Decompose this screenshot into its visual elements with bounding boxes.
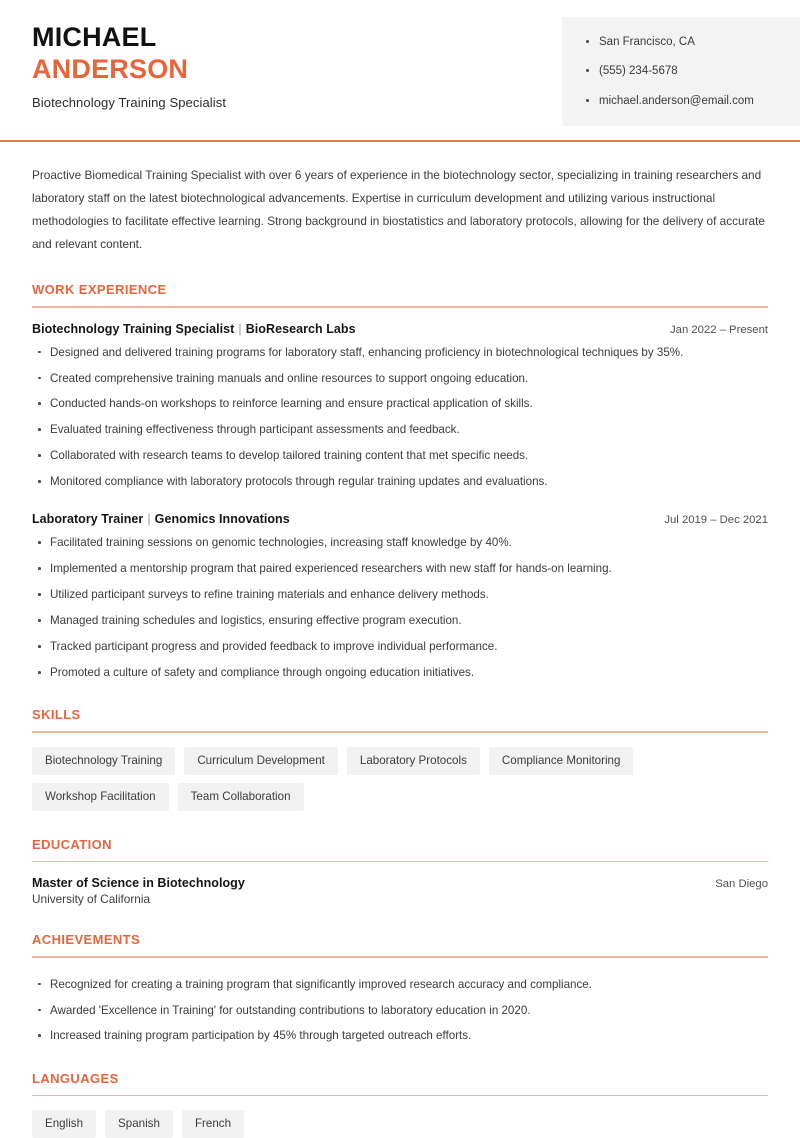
work-entry-title (32, 512, 290, 526)
section-achievements (32, 932, 768, 1045)
section-title-education: EDUCATION (32, 836, 112, 852)
contact-location: San Francisco, CA (586, 35, 800, 49)
section-title-languages: LANGUAGES (32, 1070, 119, 1086)
education-entry-header (32, 876, 768, 890)
header-identity (0, 0, 226, 110)
list-item: Implemented a mentorship program that paired experienced researchers with new staff for hands-on learning. (32, 560, 768, 577)
list-item: Collaborated with research teams to develop tailored training content that met specific needs. (32, 447, 768, 464)
work-entry-title (32, 322, 356, 336)
list-item: Managed training schedules and logistics, ensuring effective program execution. (32, 612, 768, 629)
list-item: Promoted a culture of safety and compliance through ongoing education initiatives. (32, 664, 768, 681)
section-title-work-experience: WORK EXPERIENCE (32, 282, 167, 298)
skill-chip: Team Collaboration (178, 783, 304, 811)
work-company: BioResearch Labs (245, 321, 356, 336)
work-entry-bullets (32, 534, 768, 681)
work-role: Biotechnology Training Specialist (32, 321, 235, 336)
list-item: Created comprehensive training manuals and online resources to support ongoing education. (32, 370, 768, 387)
list-item: Facilitated training sessions on genomic technologies, increasing staff knowledge by 40%. (32, 534, 768, 551)
title-separator: | (238, 321, 242, 336)
last-name: ANDERSON (32, 53, 189, 84)
skill-chip: Workshop Facilitation (32, 783, 169, 811)
list-item: Conducted hands-on workshops to reinforce learning and ensure practical application of skills. (32, 395, 768, 412)
work-company: Genomics Innovations (154, 512, 290, 527)
list-item: Tracked participant progress and provided feedback to improve individual performance. (32, 638, 768, 655)
languages-chip-list (32, 1110, 768, 1138)
first-name: MICHAEL (32, 22, 157, 52)
language-chip: Spanish (105, 1110, 173, 1138)
section-title-skills: SKILLS (32, 707, 81, 723)
title-separator: | (147, 512, 151, 527)
skill-chip: Laboratory Protocols (347, 747, 480, 775)
education-school: University of California (32, 892, 151, 907)
section-title-achievements: ACHIEVEMENTS (32, 932, 141, 948)
work-entry (32, 512, 768, 681)
skill-chip: Compliance Monitoring (489, 747, 634, 775)
contact-list (586, 35, 800, 108)
contact-phone: (555) 234-5678 (586, 64, 800, 78)
section-skills (32, 707, 768, 810)
education-location: San Diego (715, 878, 768, 891)
list-item: Evaluated training effectiveness through participant assessments and feedback. (32, 421, 768, 438)
achievements-list (32, 976, 768, 1045)
list-item: Monitored compliance with laboratory protocols through regular training updates and evaluations. (32, 473, 768, 490)
work-entry (32, 322, 768, 491)
header-divider (0, 140, 800, 142)
list-item: Increased training program participation by 45% through targeted outreach efforts. (32, 1027, 768, 1044)
work-entry-header (32, 512, 768, 526)
resume-header (0, 0, 800, 126)
section-rule-skills (32, 731, 768, 733)
professional-summary: Proactive Biomedical Training Specialist with over 6 years of experience in the biotechnology sector, specializing in training researchers and laboratory staff on the latest biotechnological advancements. Expertise in curriculum development and utilizing various instructional methodologies to facilitate effective learning. Strong background in biostatistics and laboratory protocols, allowing for the delivery of accurate and relevant content. (32, 168, 765, 252)
work-entry-header (32, 322, 768, 336)
list-item: Recognized for creating a training program that significantly improved research accuracy and compliance. (32, 976, 768, 993)
section-education (32, 837, 768, 907)
skill-chip: Biotechnology Training (32, 747, 175, 775)
skill-chip: Curriculum Development (184, 747, 338, 775)
section-work-experience (32, 282, 768, 681)
skills-chip-list (32, 747, 768, 811)
headline-job-title: Biotechnology Training Specialist (32, 95, 227, 111)
work-entry-date: Jan 2022 – Present (670, 323, 768, 336)
section-languages (32, 1071, 768, 1138)
list-item: Designed and delivered training programs for laboratory staff, enhancing proficiency in biotechnological techniques by 35%. (32, 344, 768, 361)
section-rule-education (32, 861, 768, 863)
work-entry-bullets (32, 344, 768, 491)
education-entry (32, 876, 768, 906)
language-chip: English (32, 1110, 96, 1138)
work-entry-date: Jul 2019 – Dec 2021 (664, 514, 768, 527)
resume-content (0, 164, 800, 1138)
work-role: Laboratory Trainer (32, 512, 144, 527)
list-item: Utilized participant surveys to refine training materials and enhance delivery methods. (32, 586, 768, 603)
contact-box (562, 17, 800, 126)
education-degree: Master of Science in Biotechnology (32, 876, 245, 891)
contact-email: michael.anderson@email.com (586, 94, 800, 108)
language-chip: French (182, 1110, 244, 1138)
section-rule-achievements (32, 956, 768, 958)
section-rule-work-experience (32, 306, 768, 308)
list-item: Awarded 'Excellence in Training' for outstanding contributions to laboratory education in 2020. (32, 1002, 768, 1019)
section-rule-languages (32, 1095, 768, 1097)
